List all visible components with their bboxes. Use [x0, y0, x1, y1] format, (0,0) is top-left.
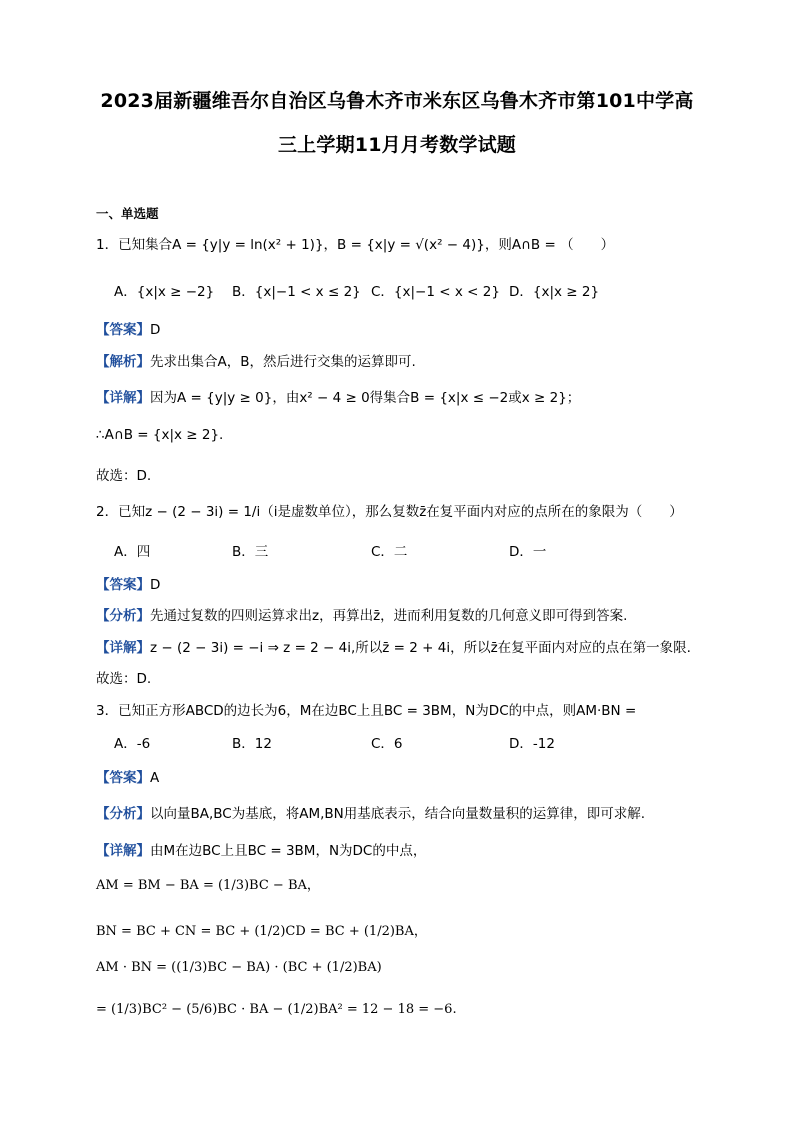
answer-tag: 【答案】	[96, 577, 150, 593]
q3-detail-line	[96, 839, 426, 859]
q3-option-c: C．6	[371, 736, 403, 752]
q2-answer: D	[150, 577, 161, 593]
q3-detail: 由M在边BC上且BC = 3BM，N为DC的中点，	[150, 843, 427, 859]
q2-analysis: 先通过复数的四则运算求出z，再算出z̄，进而利用复数的几何意义即可得到答案.	[150, 608, 628, 624]
q3-equation-2: BN = BC + CN = BC + (1/2)CD = BC + (1/2)BA，	[96, 924, 427, 939]
q3-answer-line	[96, 766, 159, 786]
q3-stem: 3．已知正方形ABCD的边长为6，M在边BC上且BC = 3BM，N为DC的中点，则AM·BN =	[96, 703, 637, 719]
q3-analysis: 以向量BA,BC为基底，将AM,BN用基底表示，结合向量数量积的运算律，即可求解.	[150, 806, 646, 822]
q1-option-a: A．{x|x ≥ −2}	[114, 284, 215, 300]
q3-analysis-line	[96, 802, 645, 822]
q1-option-c: C．{x|−1 < x < 2}	[371, 284, 500, 300]
q3-equation-4: = (1/3)BC² − (5/6)BC · BA − (1/2)BA² = 12 − 18 = −6.	[96, 1002, 457, 1017]
q2-analysis-line	[96, 604, 627, 624]
q1-detail: 因为A = {y|y ≥ 0}，由x² − 4 ≥ 0得集合B = {x|x ≤ −2或x ≥ 2}；	[150, 390, 581, 406]
q2-option-c: C．二	[371, 544, 408, 560]
document-title-line-2: 三上学期11月月考数学试题	[277, 134, 517, 156]
q1-conclusion: 故选：D.	[96, 468, 152, 484]
q3-answer: A	[150, 770, 160, 786]
q2-answer-line	[96, 573, 160, 593]
q2-option-d: D．一	[509, 544, 547, 560]
section-heading: 一、单选题	[96, 206, 159, 221]
analysis-tag: 【分析】	[96, 806, 150, 822]
q3-option-d: D．-12	[509, 736, 555, 752]
q3-equation-1: AM = BM − BA = (1/3)BC − BA，	[96, 878, 320, 893]
q3-equation-3: AM · BN = ((1/3)BC − BA) · (BC + (1/2)BA)	[96, 960, 382, 975]
q1-option-b: B．{x|−1 < x ≤ 2}	[232, 284, 361, 300]
q1-detail-line	[96, 386, 580, 406]
q3-option-b: B．12	[232, 736, 272, 752]
q1-analysis: 先求出集合A，B，然后进行交集的运算即可.	[150, 354, 416, 370]
analysis-tag: 【解析】	[96, 354, 150, 370]
q1-stem: 1．已知集合A = {y|y = ln(x² + 1)}，B = {x|y = √(x² − 4)}，则A∩B = （ ）	[96, 237, 615, 253]
detail-tag: 【详解】	[96, 640, 150, 656]
q2-option-a: A．四	[114, 544, 151, 560]
q2-stem: 2．已知z − (2 − 3i) = 1/i（i是虚数单位），那么复数z̄在复平面内对应的点所在的象限为（ ）	[96, 504, 683, 520]
answer-tag: 【答案】	[96, 770, 150, 786]
analysis-tag: 【分析】	[96, 608, 150, 624]
q1-answer: D	[150, 322, 161, 338]
q1-analysis-line	[96, 350, 416, 370]
q1-option-d: D．{x|x ≥ 2}	[509, 284, 600, 300]
q2-detail-line	[96, 636, 691, 656]
q2-detail: z − (2 − 3i) = −i ⇒ z = 2 − 4i,所以z̄ = 2 + 4i，所以z̄在复平面内对应的点在第一象限.	[150, 640, 691, 656]
q2-option-b: B．三	[232, 544, 269, 560]
q1-detail-2: ∴A∩B = {x|x ≥ 2}.	[96, 427, 224, 443]
detail-tag: 【详解】	[96, 843, 150, 859]
q2-conclusion: 故选：D.	[96, 671, 152, 687]
document-title-line-1: 2023届新疆维吾尔自治区乌鲁木齐市米东区乌鲁木齐市第101中学高	[100, 90, 694, 112]
detail-tag: 【详解】	[96, 390, 150, 406]
answer-tag: 【答案】	[96, 322, 150, 338]
q1-answer-line	[96, 318, 160, 338]
q3-option-a: A．-6	[114, 736, 151, 752]
